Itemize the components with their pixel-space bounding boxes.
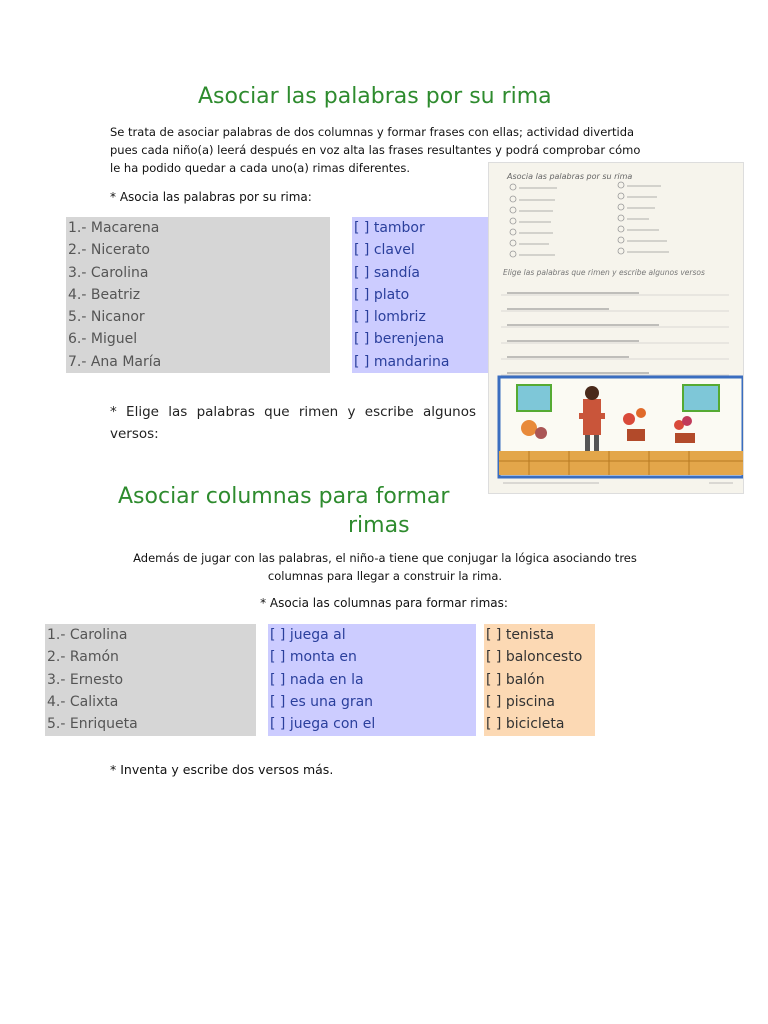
verb-checkbox-item[interactable]: [ ] es una gran	[270, 693, 374, 710]
section2-intro-line: Además de jugar con las palabras, el niño-a tiene que conjugar la lógica asociando tres	[133, 551, 637, 565]
word-checkbox-item[interactable]: [ ] mandarina	[354, 353, 450, 370]
object-checkbox-item[interactable]: [ ] tenista	[486, 627, 555, 643]
section2-name-item: 1.- Carolina	[47, 627, 128, 643]
name-item: 4.- Beatriz	[68, 286, 141, 303]
section2-title	[118, 482, 488, 540]
instruction-associate: * Asocia las palabras por su rima:	[110, 190, 312, 204]
intro-line: Se trata de asociar palabras de dos columnas y formar frases con ellas; actividad divertida	[110, 125, 635, 139]
word-checkbox-item[interactable]: [ ] plato	[354, 286, 410, 303]
word-checkbox-item[interactable]: [ ] berenjena	[354, 331, 445, 348]
verses-instruction-line: * Elige las palabras que rimen y escribe algunos	[110, 404, 476, 420]
worksheet-photo	[488, 162, 744, 494]
section2-name-item: 4.- Calixta	[47, 693, 119, 710]
final-instruction: * Inventa y escribe dos versos más.	[110, 762, 334, 777]
object-checkbox-item[interactable]: [ ] balón	[486, 671, 545, 688]
object-checkbox-item[interactable]: [ ] baloncesto	[486, 649, 583, 666]
section2-verbs-column	[268, 624, 476, 736]
word-checkbox-item[interactable]: [ ] clavel	[354, 242, 415, 259]
name-item: 1.- Macarena	[68, 220, 160, 236]
word-checkbox-item[interactable]: [ ] lombriz	[354, 309, 426, 326]
verb-checkbox-item[interactable]: [ ] juega al	[270, 627, 346, 643]
section2-intro-line: columnas para llegar a construir la rima.	[267, 569, 503, 583]
section2-name-item: 5.- Enriqueta	[47, 716, 138, 733]
word-checkbox-item[interactable]: [ ] tambor	[354, 220, 425, 236]
name-item: 2.- Nicerato	[68, 242, 150, 259]
section2-objects-column	[484, 624, 595, 736]
verb-checkbox-item[interactable]: [ ] nada en la	[270, 671, 364, 688]
photo-handwritten-title: Asocia las palabras por su rima	[507, 172, 633, 181]
words-column	[352, 217, 488, 373]
section2-title-line: rimas	[348, 513, 410, 538]
section2-title-line: Asociar columnas para formar	[118, 484, 450, 509]
name-item: 7.- Ana María	[68, 353, 162, 370]
section2-name-item: 2.- Ramón	[47, 649, 119, 666]
names-column	[66, 217, 330, 373]
section2-instruction: * Asocia las columnas para formar rimas:	[260, 596, 508, 610]
name-item: 5.- Nicanor	[68, 309, 145, 326]
object-checkbox-item[interactable]: [ ] bicicleta	[486, 716, 565, 733]
verb-checkbox-item[interactable]: [ ] juega con el	[270, 716, 376, 733]
object-checkbox-item[interactable]: [ ] piscina	[486, 693, 555, 710]
section2-name-item: 3.- Ernesto	[47, 671, 124, 688]
name-item: 3.- Carolina	[68, 264, 149, 281]
verses-instruction	[110, 401, 476, 445]
verb-checkbox-item[interactable]: [ ] monta en	[270, 649, 357, 666]
name-item: 6.- Miguel	[68, 331, 138, 348]
intro-line: le ha podido quedar a cada uno(a) rimas diferentes.	[110, 161, 411, 175]
photo-handwritten-subtitle: Elige las palabras que rimen y escribe algunos versos	[503, 268, 705, 277]
word-checkbox-item[interactable]: [ ] sandía	[354, 264, 420, 281]
section2-names-column	[45, 624, 256, 736]
section2-intro	[60, 549, 710, 585]
intro-line: pues cada niño(a) leerá después en voz alta las frases resultantes y podrá comprobar cómo	[110, 143, 641, 157]
verses-instruction-line: versos:	[110, 426, 159, 442]
page-title: Asociar las palabras por su rima	[198, 84, 552, 109]
